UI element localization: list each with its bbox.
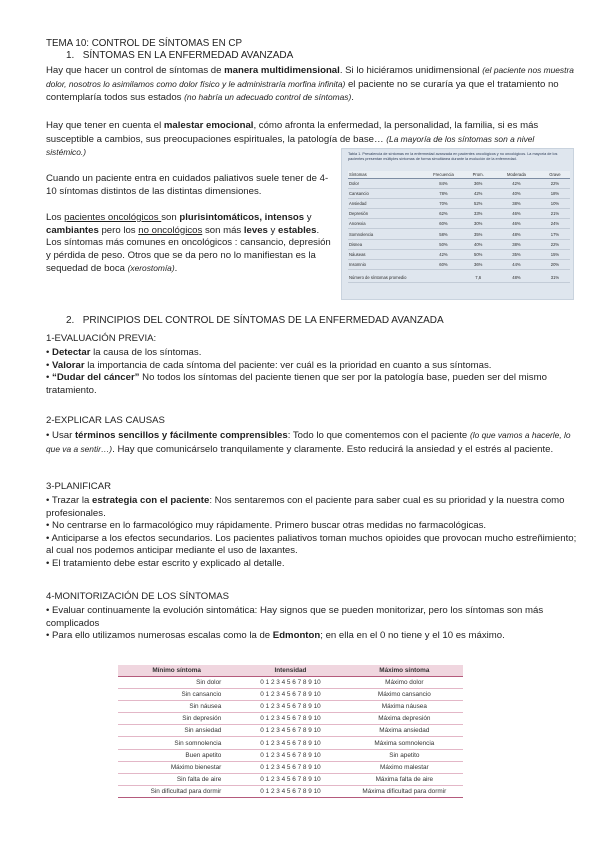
min-symptom-cell: Sin dificultad para dormir [118, 785, 235, 797]
bold-text: plurisintomáticos, intensos [179, 212, 305, 223]
table-row [348, 259, 570, 269]
bold-text: Edmonton [272, 630, 321, 642]
text: . Hay que comunicárselo tranquilamente y claramente. Esto reducirá la ansiedad y el estrés al paciente. [112, 443, 554, 455]
list-item: • Evaluar continuamente la evolución sintomática: Hay signos que se pueden monitorizar, pero los síntomas son más complicados [46, 605, 544, 629]
bold-text: leves [243, 224, 268, 236]
bold-text: Valorar [52, 359, 85, 371]
table-row [118, 701, 463, 713]
bold-text: manera multidimensional [224, 65, 340, 76]
text: . [174, 263, 178, 275]
intensity-scale-cell: 0 1 2 3 4 5 6 7 8 9 10 [235, 713, 345, 725]
text: . Si lo hiciéramos unidimensional [339, 65, 483, 76]
bold-text: estables [278, 224, 317, 236]
max-symptom-cell: Sin apetito [346, 749, 463, 761]
paragraph-multidimensional [46, 64, 586, 105]
min-symptom-cell: Sin somnolencia [118, 737, 235, 749]
text: : Nos sentaremos con el paciente para saber cual es su prioridad y la nuestra como profesionales. [46, 495, 565, 519]
min-symptom-cell: Sin náusea [118, 701, 235, 713]
list-item [46, 347, 581, 360]
text: ; en ella en el 0 no tiene y el 10 es máximo. [320, 630, 505, 642]
symptom-name-cell: Depresión [348, 209, 423, 219]
intensity-scale-cell: 0 1 2 3 4 5 6 7 8 9 10 [235, 785, 345, 797]
underlined-text: pacientes oncológicos [64, 212, 162, 223]
symptom-name-cell: Disnea [348, 239, 423, 249]
table-row [118, 773, 463, 785]
max-symptom-cell: Máxima falta de aire [346, 773, 463, 785]
value-cell: 42% [493, 179, 540, 189]
col-header: Máximo síntoma [346, 665, 463, 677]
max-symptom-cell: Máxima dificultad para dormir [346, 785, 463, 797]
symptom-name-cell: Dolor [348, 179, 423, 189]
min-symptom-cell: Sin ansiedad [118, 725, 235, 737]
symptom-name-cell: Anorexia [348, 219, 423, 229]
intensity-scale-cell: 0 1 2 3 4 5 6 7 8 9 10 [235, 689, 345, 701]
value-cell: 36% [463, 259, 493, 269]
text: la causa de los síntomas. [90, 347, 202, 358]
text: , cómo afronta la enfermedad, la personalidad, la familia, si es más susceptible a cambios, sus preocupaciones espirituales, la patología de base… [46, 120, 539, 145]
list-item [46, 372, 581, 397]
min-symptom-cell: Buen apetito [118, 749, 235, 761]
intensity-scale-cell: 0 1 2 3 4 5 6 7 8 9 10 [235, 761, 345, 773]
intensity-scale-cell: 0 1 2 3 4 5 6 7 8 9 10 [235, 677, 345, 689]
value-cell: 38% [493, 239, 540, 249]
value-cell: 52% [463, 199, 493, 209]
text: • [46, 372, 53, 384]
symptom-name-cell: Ansiedad [348, 199, 423, 209]
text: : Todo lo que comentemos con el paciente [287, 430, 470, 441]
value-cell: 46% [493, 219, 540, 229]
subsection2-body [46, 429, 581, 456]
value-cell: 60% [423, 259, 463, 269]
edmonton-scale-table [118, 665, 463, 798]
figure-caption: Tabla 1. Prevalencia de síntomas en la enfermedad avanzada en pacientes oncológicos y no oncológicos. La mayoría de los pacientes presentan múltiples síntomas de forma simultánea durante la evolución de la enfermedad. [348, 152, 558, 161]
total-value-cell: 31% [540, 269, 570, 282]
col-header: Moderada [493, 171, 540, 179]
symptom-name-cell: Somnolencia [348, 229, 423, 239]
value-cell: 44% [493, 259, 540, 269]
min-symptom-cell: Sin dolor [118, 677, 235, 689]
section2-heading [66, 315, 444, 327]
value-cell: 78% [423, 189, 463, 199]
table-row [118, 761, 463, 773]
table-row [348, 199, 570, 209]
intensity-scale-cell: 0 1 2 3 4 5 6 7 8 9 10 [235, 701, 345, 713]
max-symptom-cell: Máxima náusea [346, 701, 463, 713]
italic-note: (xerostomía) [127, 263, 175, 274]
value-cell: 17% [540, 229, 570, 239]
section2-title: PRINCIPIOS DEL CONTROL DE SÍNTOMAS DE LA ENFERMEDAD AVANZADA [82, 315, 444, 326]
symptom-name-cell: Insomnio [348, 259, 423, 269]
table-header-row [118, 665, 463, 677]
text: y [267, 224, 279, 236]
bold-text: cambiantes [46, 224, 99, 236]
subsection1-title: 1-EVALUACIÓN PREVIA: [46, 333, 157, 344]
text: Hay que hacer un control de síntomas de [46, 65, 225, 76]
table-row [348, 189, 570, 199]
value-cell: 22% [540, 239, 570, 249]
text: el paciente no se curaría ya que el tratamiento no contemplaría todos sus estados [46, 78, 559, 104]
text: Hay que tener en cuenta el [46, 120, 164, 131]
value-cell: 35% [463, 229, 493, 239]
italic-note: (lo que vamos a hacerle, lo que va a sentir…) [46, 430, 571, 454]
table-row [118, 785, 463, 797]
value-cell: 36% [463, 179, 493, 189]
max-symptom-cell: Máximo malestar [346, 761, 463, 773]
value-cell: 50% [463, 249, 493, 259]
min-symptom-cell: Sin cansancio [118, 689, 235, 701]
value-cell: 58% [423, 229, 463, 239]
col-header: Mínimo síntoma [118, 665, 235, 677]
section1-heading [66, 50, 293, 62]
min-symptom-cell: Máximo bienestar [118, 761, 235, 773]
max-symptom-cell: Máximo dolor [346, 677, 463, 689]
table-row [348, 239, 570, 249]
italic-note: (La mayoría de los síntomas son a nivel sistémico.) [46, 133, 535, 158]
table-row [348, 209, 570, 219]
value-cell: 21% [540, 209, 570, 219]
table-header-row [348, 171, 570, 179]
value-cell: 38% [493, 199, 540, 209]
total-value-cell: 7,6 [463, 269, 493, 282]
list-item [46, 360, 581, 373]
subsection3-title: 3-PLANIFICAR [46, 481, 112, 492]
text: No todos los síntomas del paciente tienen que ser por la patología base, pueden ser del mismo tratamiento. [46, 372, 547, 396]
value-cell: 70% [423, 199, 463, 209]
total-value-cell: 48% [493, 269, 540, 282]
bold-text: “Dudar del cáncer” [52, 372, 140, 384]
list-item: • El tratamiento debe estar escrito y explicado al detalle. [46, 557, 285, 569]
intensity-scale-cell: 0 1 2 3 4 5 6 7 8 9 10 [235, 737, 345, 749]
text: • [46, 347, 53, 358]
value-cell: 20% [540, 259, 570, 269]
text: pero los [98, 224, 139, 236]
intensity-scale-cell: 0 1 2 3 4 5 6 7 8 9 10 [235, 749, 345, 761]
value-cell: 35% [493, 249, 540, 259]
value-cell: 15% [540, 249, 570, 259]
symptom-prevalence-figure [341, 148, 574, 300]
subsection4-title: 4-MONITORIZACIÓN DE LOS SÍNTOMAS [46, 591, 230, 602]
col-header: Intensidad [235, 665, 345, 677]
value-cell: 10% [540, 199, 570, 209]
value-cell: 50% [423, 239, 463, 249]
table-row [118, 689, 463, 701]
value-cell: 62% [423, 209, 463, 219]
max-symptom-cell: Máxima somnolencia [346, 737, 463, 749]
text: • Para ello utilizamos numerosas escalas como la de [46, 630, 273, 642]
subsection3-body [46, 495, 581, 571]
value-cell: 40% [463, 239, 493, 249]
underlined-text: no oncológicos [138, 224, 203, 236]
value-cell: 48% [493, 229, 540, 239]
paragraph-oncologic [46, 212, 336, 276]
max-symptom-cell: Máxima depresión [346, 713, 463, 725]
list-item: • No centrarse en lo farmacológico muy rápidamente. Primero buscar otras medidas no farmacológicas. [46, 520, 487, 532]
list-item [46, 630, 581, 643]
table-row [348, 219, 570, 229]
max-symptom-cell: Máximo cansancio [346, 689, 463, 701]
italic-note: (el paciente nos muestra dolor, nosotros lo asimilamos como dolor físico y le administraría morfina infinita) [46, 65, 574, 89]
col-header: Grave [540, 171, 570, 179]
text: . [351, 92, 354, 104]
text: • [46, 359, 53, 371]
value-cell: 60% [423, 219, 463, 229]
text: . Los síntomas más comunes en oncológicos : cansancio, depresión y pérdida de peso. Otros que se da pero no lo manifiestan es la sequedad de boca [46, 224, 331, 275]
table-row [118, 749, 463, 761]
text: son más [202, 224, 244, 236]
table-row [118, 677, 463, 689]
table-row [118, 737, 463, 749]
symptom-name-cell: Cansancio [348, 189, 423, 199]
value-cell: 24% [540, 219, 570, 229]
section1-title: SÍNTOMAS EN LA ENFERMEDAD AVANZADA [82, 50, 294, 61]
symptom-prevalence-table [348, 171, 570, 283]
subsection2-title: 2-EXPLICAR LAS CAUSAS [46, 415, 165, 426]
value-cell: 46% [493, 209, 540, 219]
total-label-cell: Número de síntomas promedio [348, 269, 463, 282]
min-symptom-cell: Sin depresión [118, 713, 235, 725]
list-item: • Anticiparse a los efectos secundarios. Los pacientes paliativos toman muchos opioides que provocan mucho estreñimiento; al cual nos podemos anticipar mediante el uso de laxantes. [46, 532, 577, 557]
table-total-row [348, 269, 570, 282]
min-symptom-cell: Sin falta de aire [118, 773, 235, 785]
col-header: Síntomas [348, 171, 423, 179]
value-cell: 42% [463, 189, 493, 199]
table-row [118, 725, 463, 737]
text: • Usar [46, 430, 75, 441]
value-cell: 84% [423, 179, 463, 189]
text: Los [46, 212, 65, 223]
value-cell: 40% [493, 189, 540, 199]
value-cell: 22% [540, 179, 570, 189]
document-title: TEMA 10: CONTROL DE SÍNTOMAS EN CP [46, 38, 242, 49]
value-cell: 30% [463, 219, 493, 229]
text: la importancia de cada síntoma del paciente: ver cuál es la prioridad en cuanto a sus síntomas. [84, 359, 492, 371]
value-cell: 42% [423, 249, 463, 259]
bold-text: malestar emocional [163, 120, 254, 131]
subsection1-body [46, 347, 581, 397]
bold-text: términos sencillos y fácilmente comprensibles [74, 430, 288, 441]
subsection4-body [46, 605, 581, 643]
table-row [348, 179, 570, 189]
text: • Trazar la [46, 495, 93, 506]
text: y [304, 212, 312, 223]
col-header: Prom. [463, 171, 493, 179]
paragraph-palliative-entry: Cuando un paciente entra en cuidados paliativos suele tener de 4-10 síntomas distintos de las distintas dimensiones. [46, 173, 329, 197]
value-cell: 18% [540, 189, 570, 199]
max-symptom-cell: Máxima ansiedad [346, 725, 463, 737]
intensity-scale-cell: 0 1 2 3 4 5 6 7 8 9 10 [235, 725, 345, 737]
italic-note: (no habría un adecuado control de síntomas) [184, 92, 352, 103]
list-item [46, 495, 581, 520]
symptom-name-cell: Náuseas [348, 249, 423, 259]
value-cell: 33% [463, 209, 493, 219]
text: son [161, 212, 180, 223]
bold-text: Detectar [52, 347, 91, 358]
table-row [118, 713, 463, 725]
section2-number: 2. [66, 315, 75, 326]
bold-text: estrategia con el paciente [92, 495, 210, 506]
table-row [348, 229, 570, 239]
table-row [348, 249, 570, 259]
intensity-scale-cell: 0 1 2 3 4 5 6 7 8 9 10 [235, 773, 345, 785]
section1-number: 1. [66, 50, 75, 61]
col-header: Frecuencia [423, 171, 463, 179]
